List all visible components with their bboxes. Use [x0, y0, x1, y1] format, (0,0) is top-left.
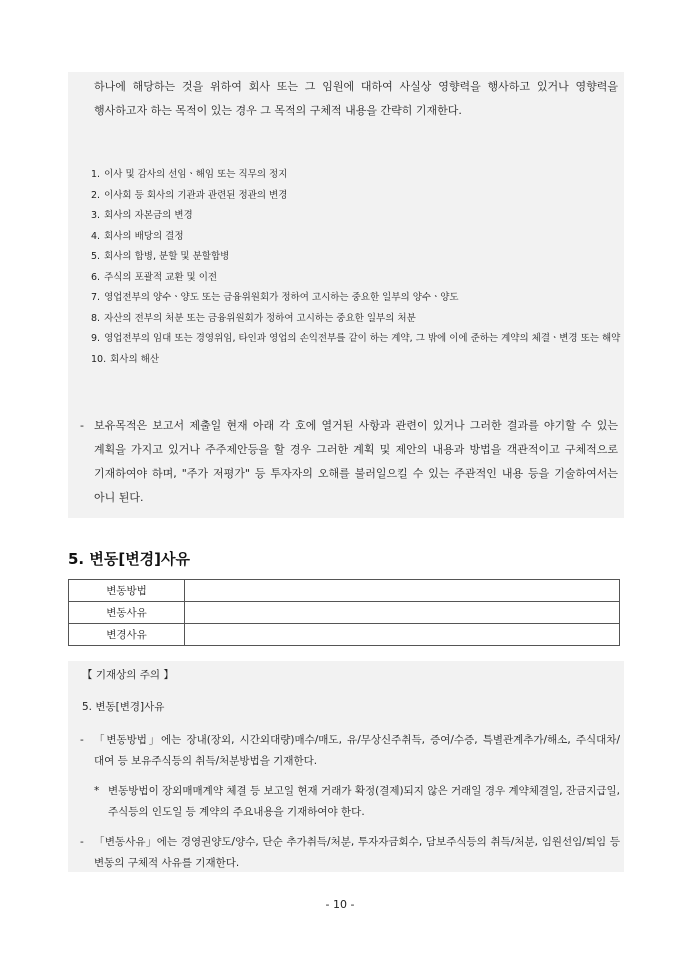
list-item — [91, 247, 621, 268]
list-item-text: 회사의 합병, 분할 및 분할합병 — [104, 251, 230, 262]
page-number: - 10 - — [325, 898, 355, 911]
list-item — [91, 165, 621, 186]
list-item-text: 자산의 전부의 처분 또는 금융위원회가 정하여 고시하는 중요한 일부의 처분 — [104, 312, 416, 324]
list-item — [91, 186, 621, 207]
notes-list — [80, 730, 620, 883]
row-label: 변경사유 — [69, 624, 185, 646]
table-row — [69, 580, 620, 602]
note-text: 변동방법이 장외매매계약 체결 등 보고일 현재 거래가 확정(결제)되지 않은 거래일 경우 계약체결일, 잔금지급일, 주식등의 인도일 등 계약의 주요내용을 기재하여야 한다. — [108, 785, 620, 818]
note-text: 「변동방법」에는 장내(장외, 시간외대량)매수/매도, 유/무상신주취득, 증여/수증, 특별관계추가/해소, 주식대차/대여 등 보유주식등의 취득/처분방법을 기재한다. — [94, 734, 620, 767]
row-value — [185, 624, 620, 646]
dash-marker: - — [80, 836, 84, 848]
list-item-number: 4. — [91, 230, 101, 242]
list-item-text: 회사의 해산 — [110, 353, 160, 365]
row-value — [185, 602, 620, 624]
list-item-text: 이사 및 감사의 선임ㆍ해임 또는 직무의 정지 — [104, 169, 288, 180]
row-label: 변동사유 — [69, 602, 185, 624]
note-item — [80, 832, 620, 874]
table-row — [69, 624, 620, 646]
list-item-text: 회사의 자본금의 변경 — [104, 210, 193, 221]
list-item-number: 7. — [91, 292, 101, 303]
list-item-text: 주식의 포괄적 교환 및 이전 — [104, 271, 218, 283]
list-item-number: 2. — [91, 189, 101, 201]
note-text: 보유목적은 보고서 제출일 현재 아래 각 호에 열거된 사항과 관련이 있거나 그러한 결과를 야기할 수 있는 계획을 가지고 있거나 주주제안등을 할 경우 그러한 계획 및 제안의 내용과 방법을 객관적이고 구체적으로 기재하여야 하며, "주가 저평가" 등 투자자의 오해를 불러일으킬 수 있는 주관적인 내용 등을 기술하여서는 아니 된다. — [94, 419, 618, 504]
row-label: 변동방법 — [69, 580, 185, 602]
list-item-number: 10. — [91, 353, 107, 365]
change-table — [68, 579, 620, 646]
row-value — [185, 580, 620, 602]
list-item — [91, 227, 621, 248]
list-item-text: 회사의 배당의 결정 — [104, 230, 184, 242]
list-item — [91, 350, 621, 371]
list-item-number: 8. — [91, 312, 101, 324]
list-item-text: 이사회 등 회사의 기관과 관련된 정관의 변경 — [104, 189, 288, 201]
dash-marker: - — [80, 734, 84, 746]
list-item-text: 영업전부의 임대 또는 경영위임, 타인과 영업의 손익전부를 같이 하는 계약, 그 밖에 이에 준하는 계약의 체결ㆍ변경 또는 해약 — [104, 333, 621, 344]
section-title: 5. 변동[변경]사유 — [68, 550, 191, 568]
purpose-note — [80, 414, 618, 510]
list-item-number: 1. — [91, 169, 101, 180]
list-item-number: 3. — [91, 210, 101, 221]
notes-title: 【 기재상의 주의 】 — [82, 669, 174, 681]
list-item-text: 영업전부의 양수ㆍ양도 또는 금융위원회가 정하여 고시하는 중요한 일부의 양수ㆍ양도 — [104, 292, 459, 303]
list-item — [91, 206, 621, 227]
list-item-number: 9. — [91, 333, 101, 344]
list-item — [91, 288, 621, 309]
note-text: 「변동사유」에는 경영권양도/양수, 단순 추가취득/처분, 투자자금회수, 담보주식등의 취득/처분, 임원선임/퇴임 등 변동의 구체적 사유를 기재한다. — [94, 836, 620, 869]
list-item-number: 5. — [91, 251, 101, 262]
list-item — [91, 309, 621, 330]
purpose-list — [91, 165, 621, 370]
dash-marker: - — [80, 419, 84, 432]
asterisk-marker: * — [94, 785, 100, 797]
table-row — [69, 602, 620, 624]
note-item — [80, 730, 620, 772]
notes-subtitle: 5. 변동[변경]사유 — [82, 701, 165, 713]
list-item-number: 6. — [91, 271, 101, 283]
note-item — [80, 414, 618, 510]
list-item — [91, 329, 621, 350]
intro-paragraph: 하나에 해당하는 것을 위하여 회사 또는 그 임원에 대하여 사실상 영향력을 행사하고 있거나 영향력을 행사하고자 하는 목적이 있는 경우 그 목적의 구체적 내용을 간략히 기재한다. — [94, 80, 618, 117]
note-subitem — [94, 781, 620, 823]
list-item — [91, 268, 621, 289]
